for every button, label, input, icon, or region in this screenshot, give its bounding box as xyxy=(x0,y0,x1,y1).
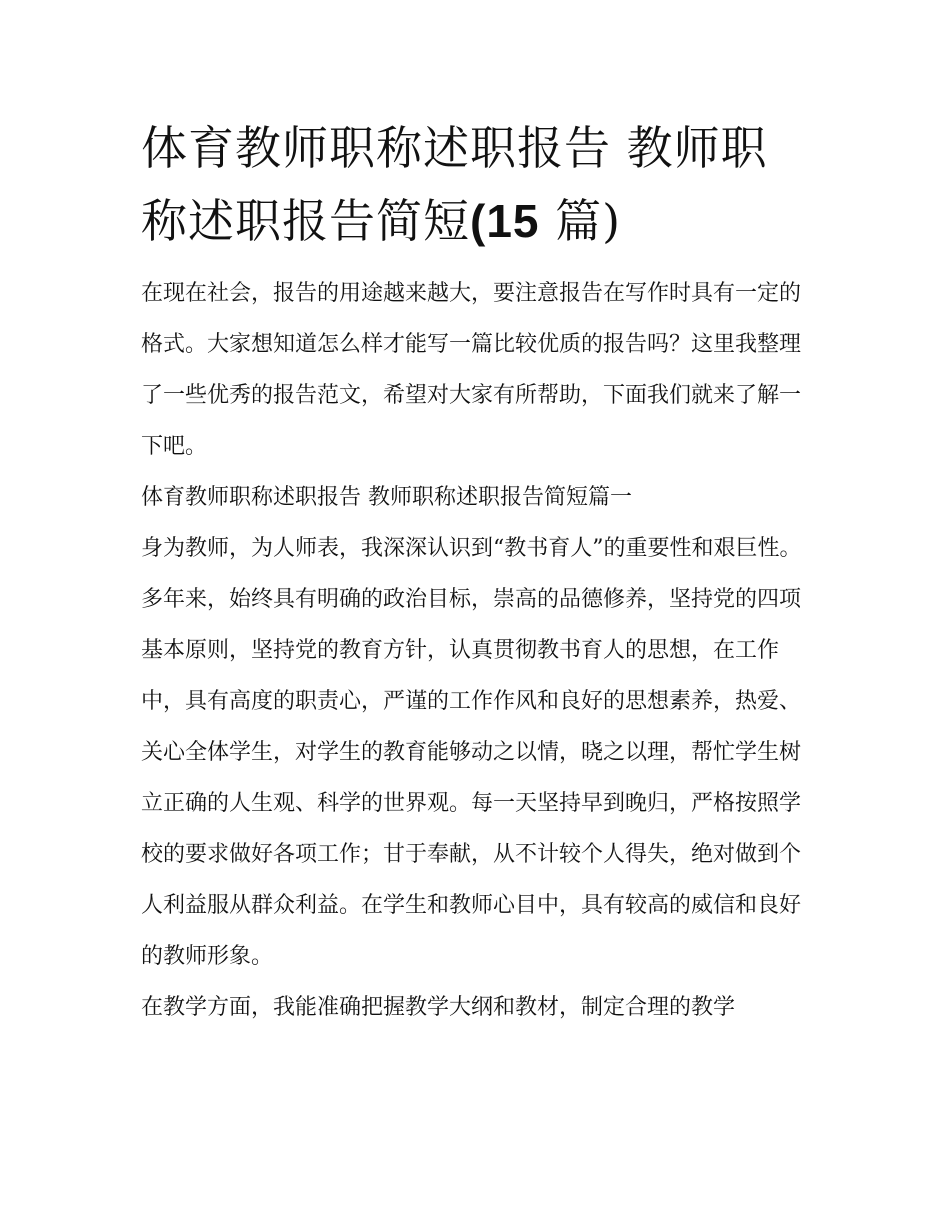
title-text: 体育教师职称述职报告 教师职称述职报告简短 xyxy=(141,121,768,248)
section-heading: 体育教师职称述职报告 教师职称述职报告简短篇一 xyxy=(141,485,632,510)
document-title xyxy=(141,112,813,258)
body-paragraph-1: 身为教师，为人师表，我深深认识到“教书育人”的重要性和艰巨性。多年来，始终具有明确的政治目标，崇高的品德修养，坚持党的四项基本原则，坚持党的教育方针，认真贯彻教书育人的思想，在工作中，具有高度的职责心，严谨的工作作风和良好的思想素养，热爱、关心全体学生，对学生的教育能够动之以情，晓之以理，帮忙学生树立正确的人生观、科学的世界观。每一天坚持早到晚归，严格按照学校的要求做好各项工作；甘于奉献，从不计较个人得失，绝对做到个人利益服从群众利益。在学生和教师心目中，具有较高的威信和良好的教师形象。 xyxy=(141,536,802,969)
document-body xyxy=(141,112,813,1033)
intro-paragraph: 在现在社会，报告的用途越来越大，要注意报告在写作时具有一定的格式。大家想知道怎么样才能写一篇比较优质的报告吗？这里我整理了一些优秀的报告范文，希望对大家有所帮助，下面我们就来了解一下吧。 xyxy=(141,281,802,459)
title-suffix: 篇) xyxy=(539,194,622,248)
body-paragraph-2: 在教学方面，我能准确把握教学大纲和教材，制定合理的教学 xyxy=(141,995,736,1020)
title-number: 15 xyxy=(486,195,540,247)
title-paren-open: ( xyxy=(470,195,487,247)
